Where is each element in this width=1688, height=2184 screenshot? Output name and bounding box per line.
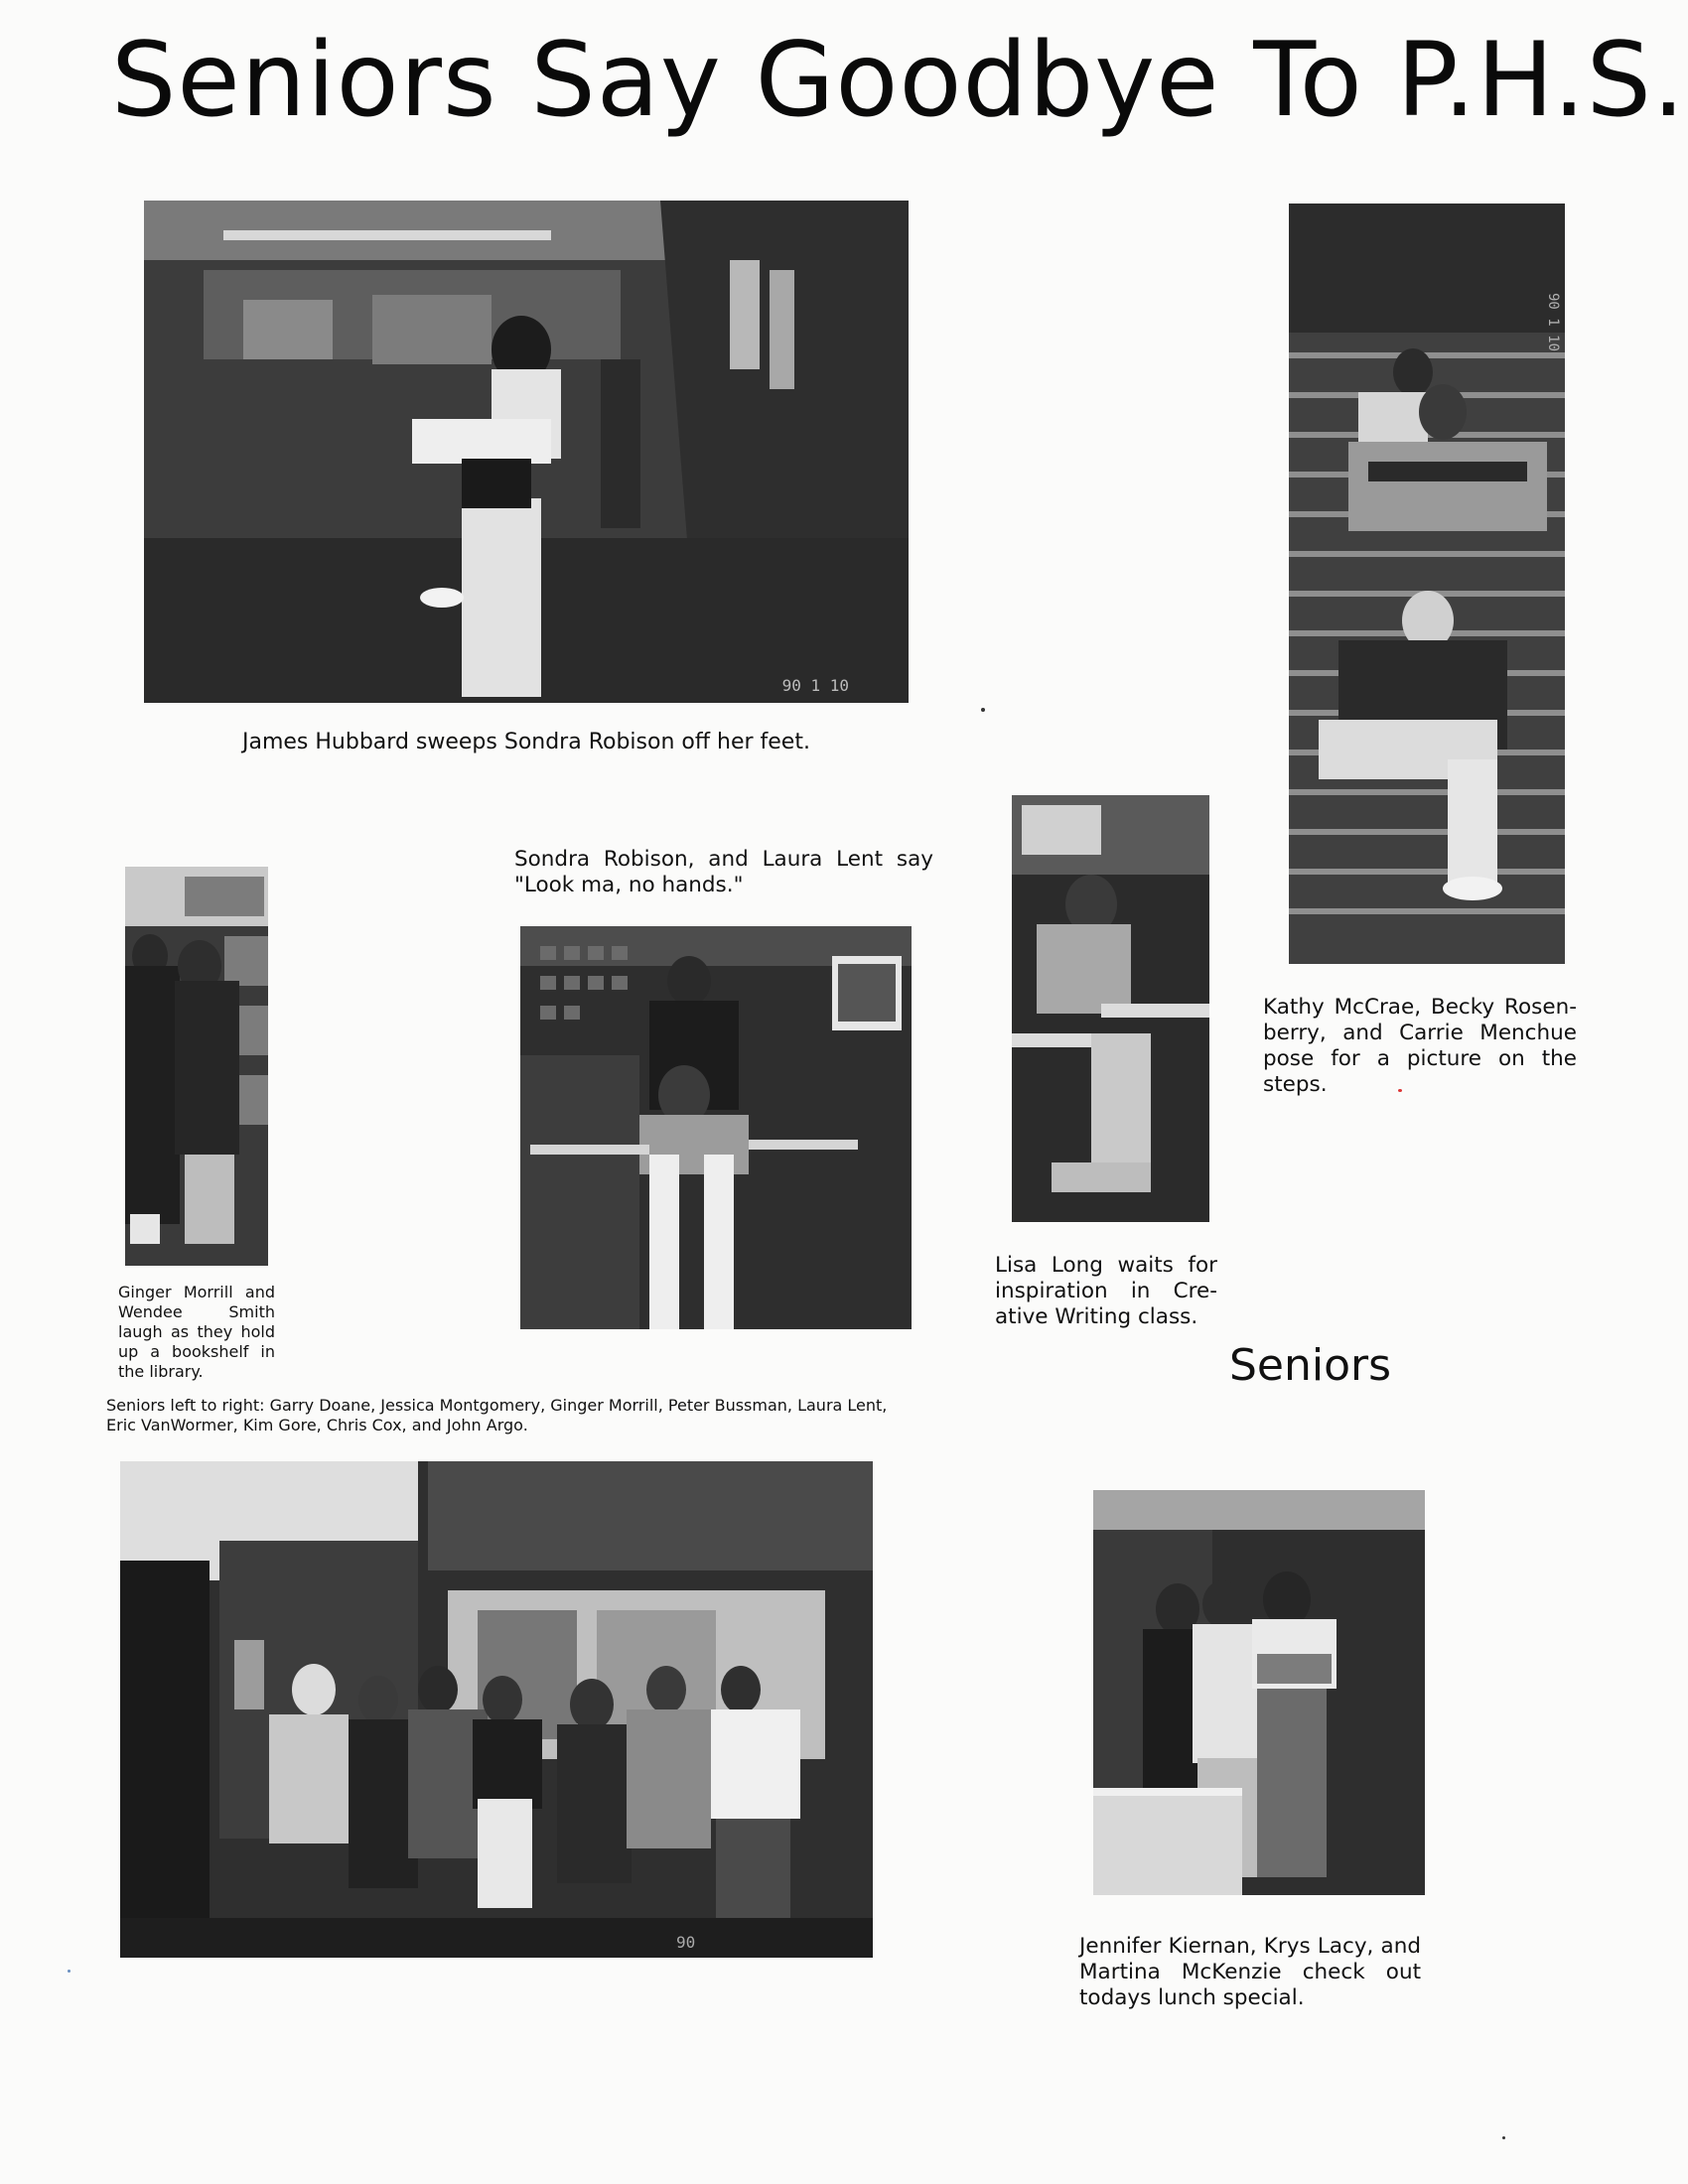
caption-group: Seniors left to right: Garry Doane, Jessica Montgomery, Ginger Morrill, Peter Bussman, Laura Lent, Eric VanWormer, Kim Gore, Chris Cox, and John Argo.: [106, 1396, 888, 1434]
page-title: Seniors Say Goodbye To P.H.S.: [111, 21, 1686, 140]
scan-speck: [1398, 1089, 1402, 1092]
scan-speck: [68, 1970, 70, 1973]
date-stamp: 90: [676, 1933, 696, 1952]
caption-library-bookshelf: Ginger Morrill and Wendee Smith laugh as they hold up a bookshelf in the library.: [118, 1283, 275, 1381]
caption-hallway-carry: James Hubbard sweeps Sondra Robison off her feet.: [242, 730, 810, 754]
photo-hallway-carry: [144, 201, 909, 703]
section-label: Seniors: [1229, 1340, 1392, 1391]
photo-group-entrance: [120, 1461, 873, 1958]
caption-no-hands: Sondra Robison, and Laura Lent say "Look ma, no hands.": [514, 847, 933, 897]
caption-lunch-special: Jennifer Kiernan, Krys Lacy, and Martina McKenzie check out todays lunch special.: [1079, 1934, 1421, 2010]
date-stamp: 90 1 10: [781, 676, 849, 695]
photo-lunch-special: [1093, 1490, 1425, 1895]
photo-creative-writing: [1012, 795, 1209, 1222]
photo-stairs: [1289, 204, 1565, 964]
scan-speck: [1502, 2136, 1505, 2139]
date-stamp: 90 1 10: [1545, 293, 1561, 352]
photo-library-bookshelf: [125, 867, 268, 1266]
scan-speck: [981, 708, 985, 712]
caption-stairs: Kathy McCrae, Becky Rosen-berry, and Carrie Menchue pose for a picture on the steps.: [1263, 995, 1577, 1097]
caption-creative-writing: Lisa Long waits for inspiration in Cre-ative Writing class.: [995, 1253, 1217, 1329]
photo-no-hands: [520, 926, 912, 1329]
